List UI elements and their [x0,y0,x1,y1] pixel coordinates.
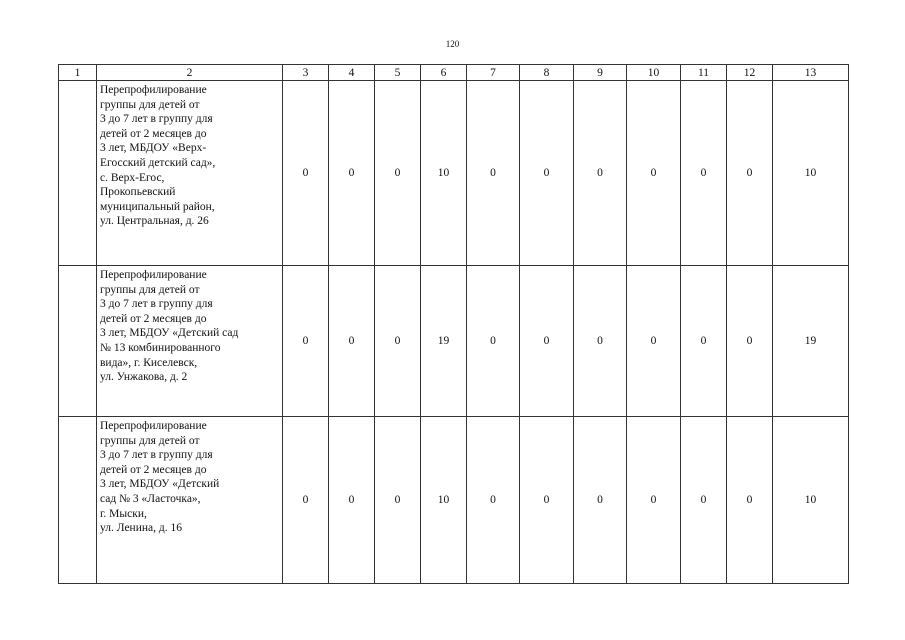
value-cell: 0 [727,266,773,417]
table-row [59,266,849,417]
value-cell: 0 [283,266,329,417]
col-header-4: 4 [329,65,375,81]
table-row [59,81,849,266]
value-cell: 0 [574,266,627,417]
value-cell: 0 [681,81,727,266]
value-cell: 0 [283,417,329,584]
col-header-11: 11 [681,65,727,81]
col-header-5: 5 [375,65,421,81]
value-cell: 0 [329,417,375,584]
col-header-1: 1 [59,65,97,81]
value-cell: 0 [627,81,681,266]
value-cell: 0 [574,81,627,266]
row-description: Перепрофилирование группы для детей от 3 до 7 лет в группу для детей от 2 месяцев до 3 лет, МБДОУ «Детский сад № 13 комбинированного вида», г. Киселевск, ул. Унжакова, д. 2 [97,266,283,417]
col-header-2: 2 [97,65,283,81]
col-header-3: 3 [283,65,329,81]
value-cell: 0 [520,266,574,417]
col-header-6: 6 [421,65,467,81]
col-header-8: 8 [520,65,574,81]
total-cell: 10 [773,81,849,266]
value-cell: 10 [421,417,467,584]
value-cell: 0 [375,266,421,417]
value-cell: 0 [520,417,574,584]
total-cell: 19 [773,266,849,417]
col-header-13: 13 [773,65,849,81]
value-cell: 0 [283,81,329,266]
row-number-cell [59,417,97,584]
header-row [59,65,849,81]
value-cell: 0 [727,417,773,584]
table-row [59,417,849,584]
value-cell: 0 [375,81,421,266]
value-cell: 19 [421,266,467,417]
value-cell: 0 [375,417,421,584]
row-number-cell [59,266,97,417]
col-header-12: 12 [727,65,773,81]
value-cell: 0 [467,266,520,417]
row-description: Перепрофилирование группы для детей от 3 до 7 лет в группу для детей от 2 месяцев до 3 лет, МБДОУ «Детский сад № 3 «Ласточка», г. Мыски, ул. Ленина, д. 16 [97,417,283,584]
data-table [58,64,849,584]
page-number: 120 [445,39,460,49]
row-number-cell [59,81,97,266]
col-header-10: 10 [627,65,681,81]
value-cell: 0 [681,266,727,417]
value-cell: 0 [520,81,574,266]
row-description: Перепрофилирование группы для детей от 3 до 7 лет в группу для детей от 2 месяцев до 3 лет, МБДОУ «Верх- Егосский детский сад», с. Верх-Егос, Прокопьевский муниципальный район, ул. Центральная, д. 26 [97,81,283,266]
value-cell: 0 [627,266,681,417]
value-cell: 0 [681,417,727,584]
value-cell: 0 [574,417,627,584]
col-header-7: 7 [467,65,520,81]
value-cell: 0 [627,417,681,584]
value-cell: 0 [329,81,375,266]
total-cell: 10 [773,417,849,584]
value-cell: 0 [467,81,520,266]
col-header-9: 9 [574,65,627,81]
value-cell: 10 [421,81,467,266]
value-cell: 0 [727,81,773,266]
value-cell: 0 [329,266,375,417]
value-cell: 0 [467,417,520,584]
